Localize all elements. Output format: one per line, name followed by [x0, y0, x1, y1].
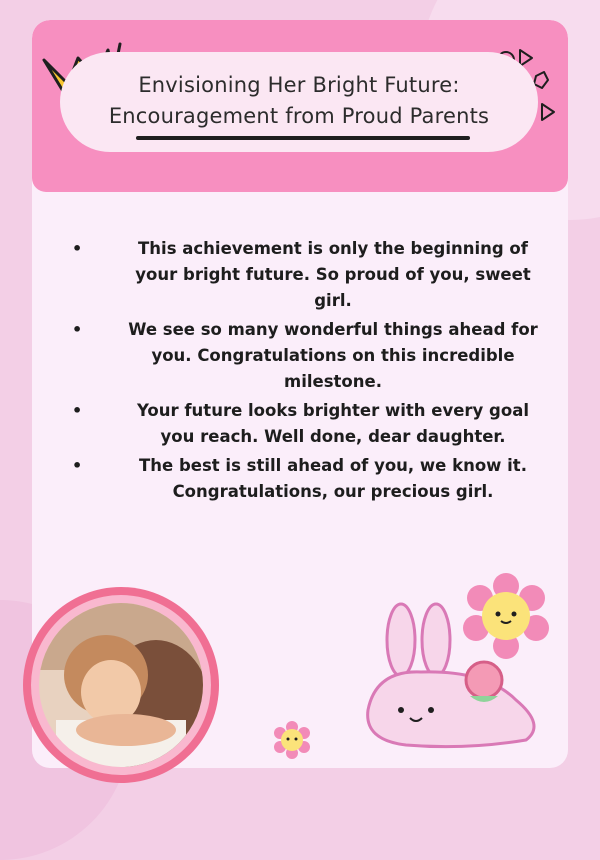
title-underline — [136, 136, 470, 140]
title-line-1: Envisioning Her Bright Future: — [138, 73, 460, 97]
page-title — [60, 70, 538, 132]
bullet: • — [72, 239, 83, 258]
list-item — [72, 453, 542, 505]
message-text: The best is still ahead of you, we know it. Congratulations, our precious girl. — [139, 456, 527, 501]
peach-icon — [466, 662, 502, 702]
title-line-2: Encouragement from Proud Parents — [108, 104, 490, 128]
hug-photo — [16, 580, 226, 790]
flower-icon — [270, 718, 314, 762]
bullet: • — [72, 456, 83, 475]
message-text: We see so many wonderful things ahead for you. Congratulations on this incredible milestone. — [128, 320, 538, 391]
list-item — [72, 236, 542, 314]
list-item — [72, 317, 542, 395]
bullet: • — [72, 320, 83, 339]
header-band — [32, 20, 568, 192]
flower-icon — [456, 566, 556, 666]
message-text: This achievement is only the beginning of your bright future. So proud of you, sweet girl. — [135, 239, 531, 310]
list-item — [72, 398, 542, 450]
message-list — [72, 236, 542, 508]
message-text: Your future looks brighter with every goal you reach. Well done, dear daughter. — [136, 401, 529, 446]
bullet: • — [72, 401, 83, 420]
